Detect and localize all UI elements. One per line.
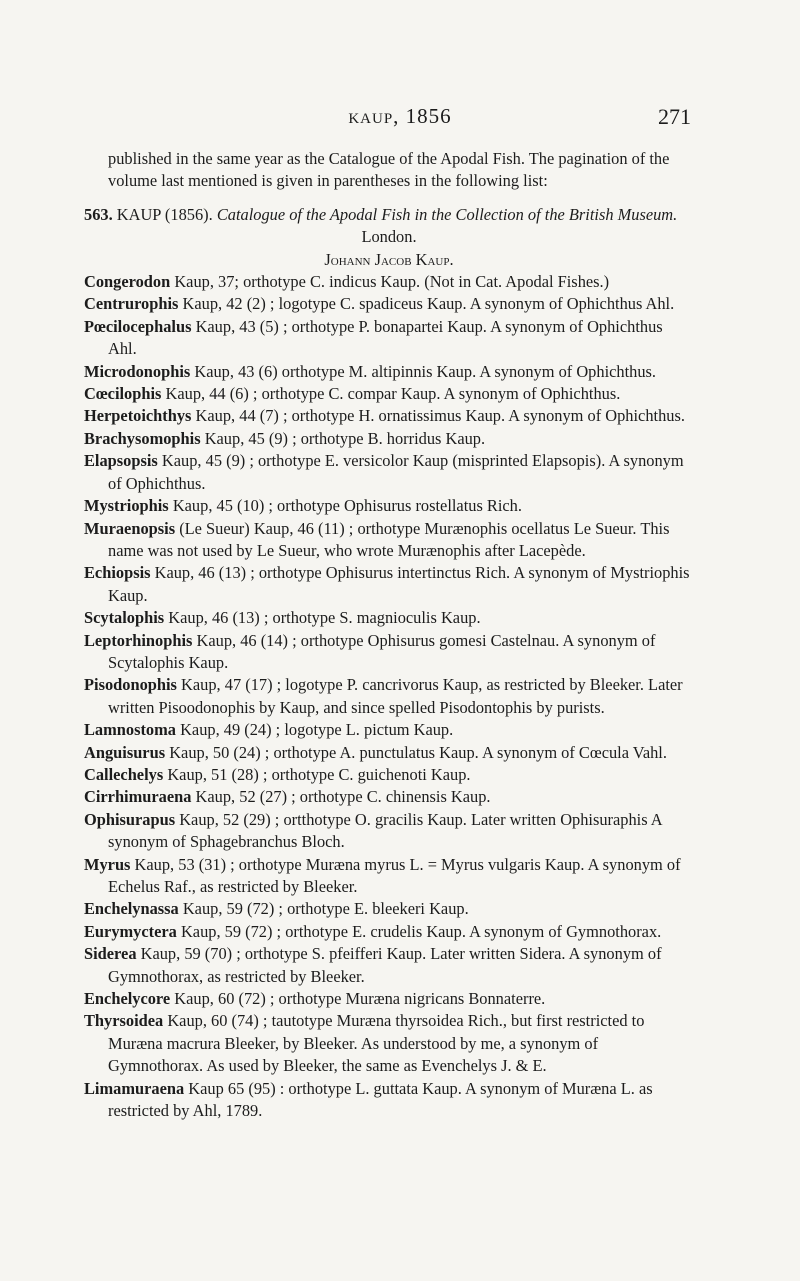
genus-name: Echiopsis (84, 563, 151, 583)
genus-entry (84, 450, 694, 495)
genus-entry (84, 809, 694, 854)
genus-description: Kaup, 43 (5) ; orthotype P. bonapartei Kaup. A synonym of Ophichthus Ahl. (108, 316, 663, 359)
genus-description: Kaup, 45 (9) ; orthotype B. horridus Kaup. (204, 428, 486, 448)
genus-description: Kaup, 43 (6) orthotype M. altipinnis Kaup. A synonym of Ophichthus. (194, 361, 657, 381)
genus-entry (84, 921, 694, 943)
reference-place: London. (361, 227, 417, 247)
genus-name: Anguisurus (84, 742, 166, 762)
genus-entry (84, 428, 694, 450)
reference-author-year: KAUP (1856). (116, 204, 213, 224)
genus-entry (84, 316, 694, 361)
genus-entry (84, 495, 694, 517)
genus-description: Kaup, 46 (13) ; orthotype S. magnioculis Kaup. (168, 608, 481, 628)
genus-name: Enchelynassa (84, 899, 179, 919)
genus-description: Kaup, 45 (10) ; orthotype Ophisurus rostellatus Rich. (172, 496, 522, 516)
genus-description: Kaup, 59 (70) ; orthotype S. pfeifferi Kaup. Later written Sidera. A synonym of Gymnothorax, as restricted by Bleeker. (108, 944, 662, 986)
genus-name: Thyrsoidea (84, 1011, 164, 1031)
genus-description: Kaup, 45 (9) ; orthotype E. versicolor Kaup (misprinted Elapsopis). A synonym of Ophichthus. (108, 451, 684, 493)
genus-description: Kaup, 60 (74) ; tautotype Muræna thyrsoidea Rich., but first restricted to Muræna macrura Bleeker, by Bleeker. As understood by me, a synonym of Gymnothorax. As used by Bleeker, the same as Evenchelys J. & E. (108, 1011, 645, 1076)
genus-name: Limamuraena (84, 1078, 185, 1098)
genus-entry (84, 562, 694, 607)
page-header (0, 104, 800, 134)
genus-name: Eurymyctera (84, 921, 177, 941)
genus-description: Kaup, 44 (7) ; orthotype H. ornatissimus Kaup. A synonym of Ophichthus. (195, 406, 685, 426)
genus-name: Scytalophis (84, 608, 165, 628)
genus-name: Enchelycore (84, 989, 171, 1009)
genus-entry (84, 405, 694, 427)
reference-title: Catalogue of the Apodal Fish in the Collection of the British Museum. (216, 204, 678, 224)
reference-entry (84, 204, 694, 271)
reference-number: 563. (84, 204, 113, 224)
genus-name: Leptorhinophis (84, 630, 193, 650)
genus-description: Kaup, 53 (31) ; orthotype Muræna myrus L. = Myrus vulgaris Kaup. A synonym of Echelus Raf., as restricted by Bleeker. (108, 854, 681, 896)
genus-entries (84, 271, 694, 1122)
genus-name: Cœcilophis (84, 384, 162, 404)
genus-name: Congerodon (84, 272, 171, 292)
genus-name: Callechelys (84, 764, 164, 784)
genus-entry (84, 988, 694, 1010)
genus-name: Elapsopsis (84, 451, 158, 471)
genus-name: Myrus (84, 854, 131, 874)
genus-name: Pœcilocephalus (84, 316, 192, 336)
genus-description: Kaup, 60 (72) ; orthotype Muræna nigricans Bonnaterre. (174, 989, 546, 1009)
reference-author-full: Johann Jacob Kaup. (324, 249, 454, 269)
genus-entry (84, 1010, 694, 1077)
genus-description: Kaup, 37; orthotype C. indicus Kaup. (Not in Cat. Apodal Fishes.) (174, 272, 610, 292)
genus-name: Mystriophis (84, 496, 169, 516)
genus-entry (84, 898, 694, 920)
genus-name: Pisodonophis (84, 675, 177, 695)
genus-description: Kaup, 44 (6) ; orthotype C. compar Kaup. A synonym of Ophichthus. (165, 384, 621, 404)
genus-description: Kaup, 47 (17) ; logotype P. cancrivorus Kaup, as restricted by Bleeker. Later written Pisoodonophis by Kaup, and since spelled Pisodontophis by purists. (108, 675, 683, 717)
genus-description: Kaup 65 (95) : orthotype L. guttata Kaup. A synonym of Muræna L. as restricted by Ahl, 1789. (108, 1078, 653, 1121)
page-number: 271 (658, 104, 691, 129)
genus-description: Kaup, 59 (72) ; orthotype E. bleekeri Kaup. (182, 899, 469, 919)
genus-entry (84, 630, 694, 675)
genus-description: Kaup, 49 (24) ; logotype L. pictum Kaup. (180, 720, 454, 740)
genus-description: (Le Sueur) Kaup, 46 (11) ; orthotype Murænophis ocellatus Le Sueur. This name was not used by Le Sueur, who wrote Murænophis after Lacepède. (108, 518, 670, 560)
genus-description: Kaup, 46 (14) ; orthotype Ophisurus gomesi Castelnau. A synonym of Scytalophis Kaup. (108, 630, 656, 672)
genus-entry (84, 719, 694, 741)
genus-entry (84, 607, 694, 629)
genus-name: Muraenopsis (84, 518, 176, 538)
genus-description: Kaup, 52 (29) ; ortthotype O. gracilis Kaup. Later written Ophisuraphis A synonym of Sphagebranchus Bloch. (108, 809, 662, 852)
page-body (84, 148, 694, 1122)
genus-entry (84, 361, 694, 383)
genus-description: Kaup, 52 (27) ; orthotype C. chinensis Kaup. (195, 787, 491, 807)
genus-entry (84, 293, 694, 315)
genus-entry (84, 674, 694, 719)
genus-name: Microdonophis (84, 361, 191, 381)
genus-name: Herpetoichthys (84, 406, 192, 426)
genus-entry (84, 518, 694, 563)
genus-entry (84, 943, 694, 988)
running-head-text: kaup, 1856 (348, 104, 452, 128)
genus-entry (84, 1078, 694, 1123)
genus-entry (84, 786, 694, 808)
genus-entry (84, 271, 694, 293)
genus-description: Kaup, 42 (2) ; logotype C. spadiceus Kaup. A synonym of Ophichthus Ahl. (182, 294, 675, 314)
genus-description: Kaup, 46 (13) ; orthotype Ophisurus intertinctus Rich. A synonym of Mystriophis Kaup. (108, 563, 690, 605)
genus-name: Centrurophis (84, 294, 179, 314)
genus-entry (84, 764, 694, 786)
genus-description: Kaup, 51 (28) ; orthotype C. guichenoti Kaup. (167, 764, 471, 784)
genus-name: Ophisurapus (84, 809, 176, 829)
genus-entry (84, 383, 694, 405)
genus-entry (84, 854, 694, 899)
genus-description: Kaup, 59 (72) ; orthotype E. crudelis Kaup. A synonym of Gymnothorax. (180, 921, 662, 941)
genus-name: Siderea (84, 944, 137, 964)
genus-name: Cirrhimuraena (84, 787, 192, 807)
genus-entry (84, 742, 694, 764)
intro-paragraph: published in the same year as the Catalogue of the Apodal Fish. The pagination of the volume last mentioned is given in parentheses in the following list: (108, 149, 670, 191)
genus-description: Kaup, 50 (24) ; orthotype A. punctulatus Kaup. A synonym of Cœcula Vahl. (169, 742, 667, 762)
genus-name: Lamnostoma (84, 720, 176, 740)
reference-line (84, 204, 694, 226)
genus-name: Brachysomophis (84, 428, 201, 448)
